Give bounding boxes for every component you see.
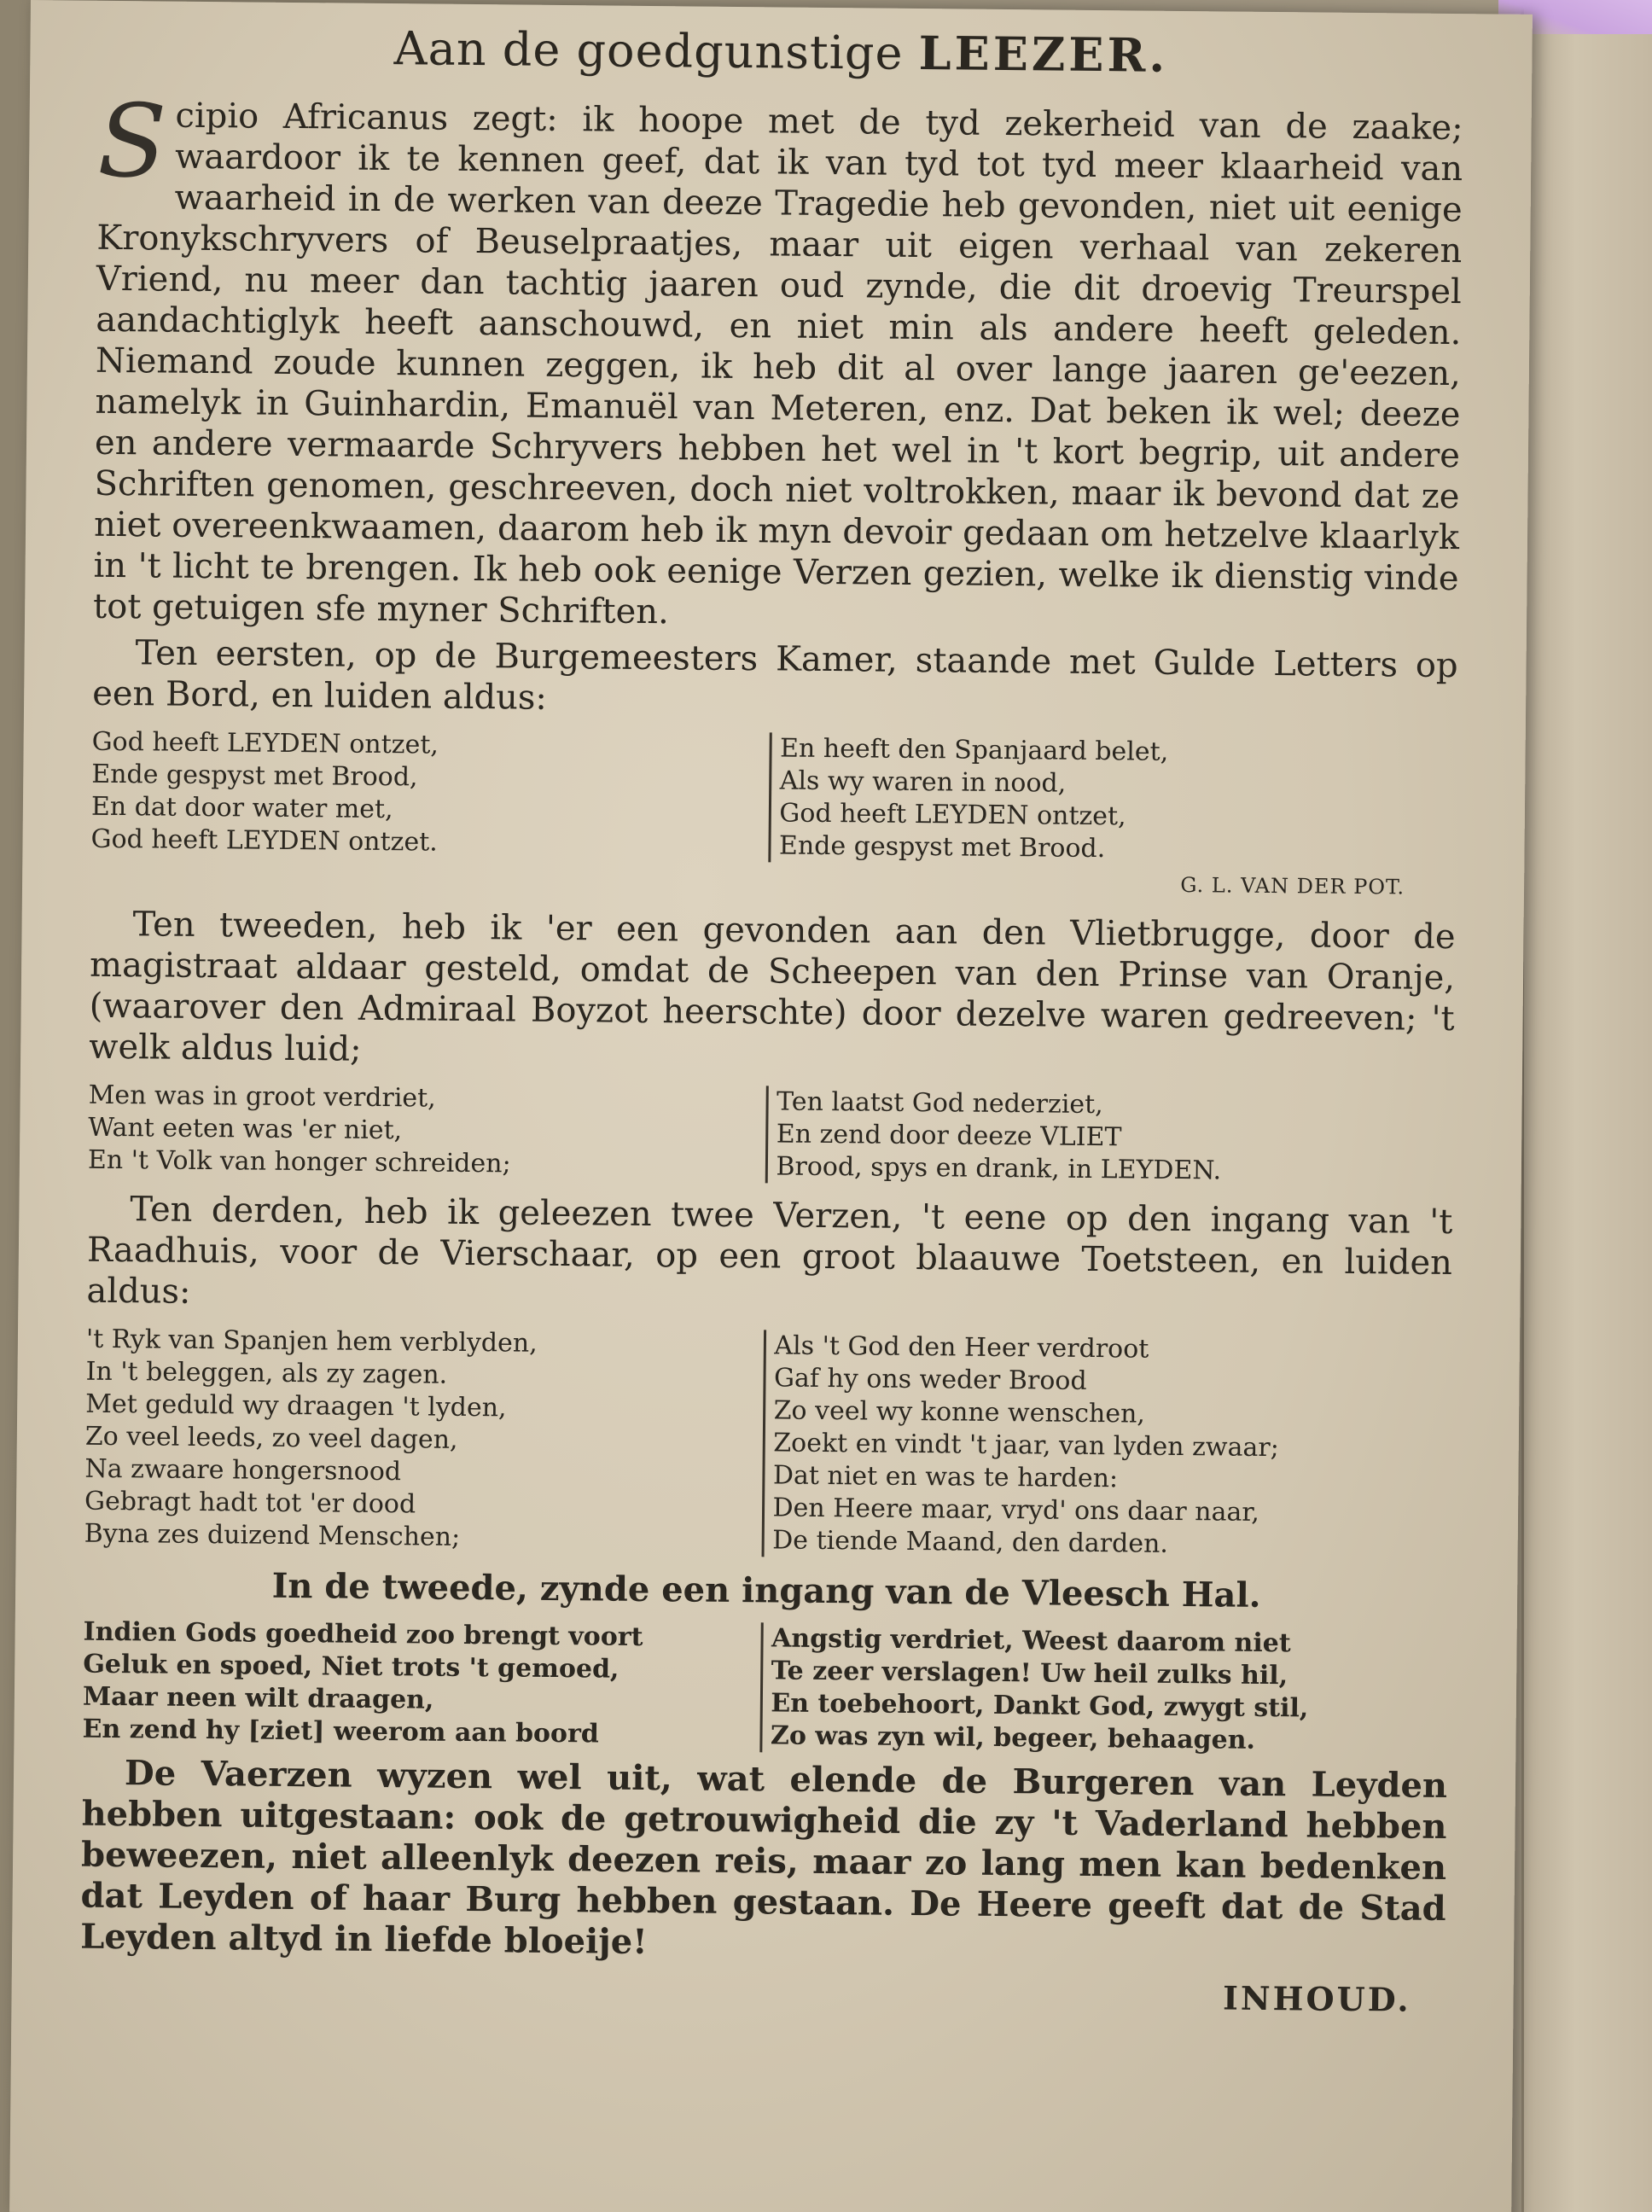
verse-line: Zo veel wy konne wenschen,	[773, 1395, 1146, 1429]
verse-line: Den Heere maar, vryd' ons daar naar,	[772, 1493, 1260, 1528]
verse-line: 't Ryk van Spanjen hem verblyden,	[85, 1324, 538, 1359]
verse-line: En zend hy [ziet] weerom aan boord	[82, 1714, 599, 1749]
verse-line: Gaf hy ons weder Brood	[773, 1363, 1087, 1396]
page-title-prefix: Aan de goedgunstige	[393, 21, 904, 80]
verse-line: Byna zes duizend Menschen;	[84, 1518, 461, 1552]
page-title-caps: LEEZER.	[918, 25, 1169, 83]
section-1-paragraph: Ten eersten, op de Burgemeesters Kamer, staande met Gulde Letters op een Bord, en luiden aldus:	[91, 633, 1458, 718]
verse-line: Ten laatst God nederziet,	[776, 1086, 1103, 1121]
verse-line: Ende gespyst met Brood,	[91, 759, 418, 793]
verse-line: Zo veel leeds, zo veel dagen,	[84, 1421, 458, 1455]
verse-line: Als wy waren in nood,	[779, 765, 1067, 799]
verse-line: Angstig verdriet, Weest daarom niet	[771, 1623, 1291, 1659]
verse-line: En dat door water met,	[90, 791, 393, 825]
catchword: INHOUD.	[1222, 1978, 1411, 2019]
verse-line: En zend door deeze VLIET	[776, 1119, 1122, 1153]
verse-line: Maar neen wilt draagen,	[82, 1681, 434, 1715]
verse-line: En heeft den Spanjaard belet,	[779, 733, 1169, 767]
verse-line: En 't Volk van honger schreiden;	[87, 1144, 511, 1179]
verse-1-right	[768, 732, 1457, 869]
verse-line: God heeft LEYDEN ontzet,	[91, 726, 439, 760]
verse-line: Men was in groot verdriet,	[88, 1080, 436, 1114]
verse-3-right	[761, 1330, 1451, 1563]
verse-line: Als 't God den Heer verdroot	[774, 1330, 1149, 1365]
page-title	[98, 18, 1464, 85]
section-2-paragraph: Ten tweeden, heb ik 'er een gevonden aan den Vlietbrugge, door de magistraat aldaar gesteld, omdat de Scheepen van den Prinse van Oranje, (waarover den Admiraal Boyzot heerschte) door dezelve waren gedreeven; 't welk aldus luid;	[89, 905, 1456, 1069]
signature: G. L. VAN DER POT.	[1180, 872, 1405, 899]
verse-4-right	[759, 1622, 1449, 1759]
verse-line: Gebragt hadt tot 'er dood	[84, 1486, 416, 1520]
verse-block-1	[90, 726, 1457, 869]
verse-line: Dat niet en was te harden:	[772, 1460, 1119, 1494]
verse-line: De tiende Maand, den darden.	[772, 1525, 1169, 1559]
verse-line: Brood, spys en drank, in LEYDEN.	[776, 1151, 1222, 1186]
verse-2-left	[88, 1080, 766, 1184]
verse-line: Want eeten was 'er niet,	[88, 1112, 403, 1146]
page-content	[79, 18, 1463, 2019]
verse-line: God heeft LEYDEN ontzet,	[779, 798, 1126, 832]
verse-line: In 't beleggen, als zy zagen.	[85, 1356, 448, 1390]
verse-line: Na zwaare hongersnood	[84, 1453, 402, 1487]
verse-1-left	[90, 726, 769, 863]
section-4-heading: In de tweede, zynde een ingang van de Vleesch Hal.	[271, 1565, 1261, 1615]
verse-line: Te zeer verslagen! Uw heil zulks hil,	[771, 1656, 1288, 1691]
verse-line: Zo was zyn wil, begeer, behaagen.	[770, 1720, 1256, 1755]
closing-paragraph: De Vaerzen wyzen wel uit, wat elende de Burgeren van Leyden hebben uitgestaan: ook de getrouwigheid die zy 't Vaderland hebben beweezen, niet alleenlyk deezen reis, maar zo lang men kan bedenken dat Leyden of haar Burg hebben gestaan. De Heere geeft dat de Stad Leyden altyd in liefde bloeije!	[79, 1753, 1448, 1963]
verse-line: Ende gespyst met Brood.	[778, 830, 1106, 864]
drop-cap: S	[96, 81, 167, 201]
intro-paragraph	[92, 81, 1463, 640]
verse-line: Met geduld wy draagen 't lyden,	[85, 1388, 507, 1423]
section-2	[88, 899, 1456, 1202]
verse-line: Indien Gods goedheid zoo brengt voort	[83, 1616, 643, 1652]
verse-block-4	[82, 1616, 1448, 1759]
verse-block-2	[88, 1080, 1454, 1190]
verse-4-left	[82, 1616, 760, 1753]
verse-3-left	[84, 1324, 764, 1557]
book-page	[9, 0, 1533, 2212]
verse-line: En toebehoort, Dankt God, zwygt stil,	[771, 1688, 1309, 1724]
section-3-paragraph: Ten derden, heb ik geleezen twee Verzen, 't eene op den ingang van 't Raadhuis, voor de Vierschaar, op een groot blaauwe Toetsteen, en luiden aldus:	[86, 1190, 1453, 1312]
verse-line: God heeft LEYDEN ontzet.	[90, 824, 438, 858]
adjacent-page-edge	[1521, 0, 1652, 2212]
verse-line: Geluk en spoed, Niet trots 't gemoed,	[83, 1649, 620, 1685]
verse-line: Zoekt en vindt 't jaar, van lyden zwaar;	[773, 1428, 1279, 1464]
verse-block-3	[84, 1324, 1451, 1563]
verse-2-right	[765, 1086, 1454, 1190]
intro-text: cipio Africanus zegt: ik hoope met de tyd zekerheid van de zaake; waardoor ik te kennen geef, dat ik van tyd tot tyd meer klaarheid van waarheid in de werken van deeze Tragedie heb gevonden, niet uit eenige Kronykschryvers of Beuselpraatjes, maar uit eigen verhaal van zekeren Vriend, nu meer dan tachtig jaaren oud zynde, die dit droevig Treurspel aandachtiglyk heeft aanschouwd, en niet min als andere heeft geleden. Niemand zoude kunnen zeggen, ik heb dit al over lange jaaren ge'eezen, namelyk in Guinhardin, Emanuël van Meteren, enz. Dat beken ik wel; deeze en andere vermaarde Schryvers hebben het wel in 't kort begrip, uit andere Schriften genomen, geschreeven, doch niet voltrokken, maar ik bevond dat ze niet overeenkwaamen, daarom heb ik myn devoir gedaan om hetzelve klaarlyk in 't licht te brengen. Ik heb ook eenige Verzen gezien, welke ik dienstig vinde tot getuigen sfe myner Schriften.	[92, 96, 1463, 632]
